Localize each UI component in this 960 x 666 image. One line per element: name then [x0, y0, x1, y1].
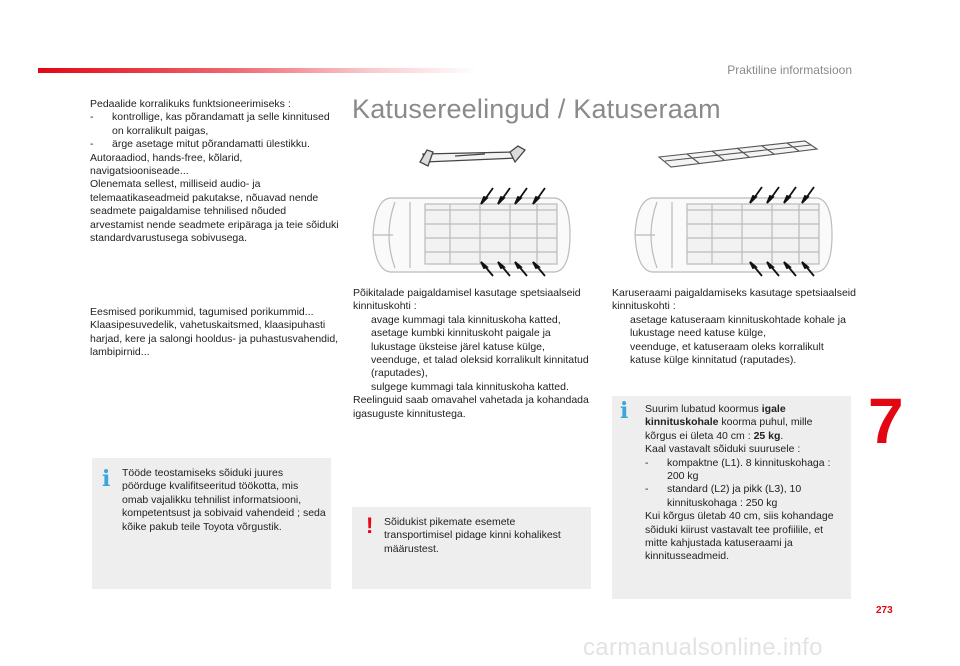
page-title: Katusereelingud / Katuseraam	[352, 94, 721, 124]
load-line-1: Suurim lubatud koormus igale	[645, 403, 786, 415]
list-item: veenduge, et talad oleksid korralikult kinnitatud (raputades),	[353, 354, 598, 381]
bullet-icon	[353, 381, 371, 394]
dash-icon: -	[645, 483, 649, 496]
bullet-icon	[353, 354, 371, 381]
header-accent-bar	[38, 68, 478, 73]
info-box-right	[612, 396, 851, 599]
dash-icon: -	[90, 111, 94, 124]
warning-text: Sõidukist pikemate esemete transportimisel pidage kinni kohalikest määrustest.	[384, 516, 561, 555]
list-item: - kontrollige, kas põrandamatt ja selle kinnitused on korralikult paigas,	[90, 111, 330, 137]
page-number: 273	[876, 605, 893, 616]
crossbar-illustration	[420, 146, 525, 166]
bullet-icon	[612, 314, 630, 341]
roof-bars-diagram	[365, 140, 580, 280]
info-box-text: Tööde teostamiseks sõiduki juures pöörduge kvalifitseeritud töökotta, mis omab vajalikku tehnilist informatsiooni, kompetentsust ja sobivaid vahendeid ; seda kõike pakub teile Toyota võrgustik.	[122, 467, 326, 533]
bullet-icon	[353, 327, 371, 354]
left-column-text-2	[90, 306, 340, 360]
roof-rack-intro: Karuseraami paigaldamiseks kasutage spetsiaalseid kinnituskohti :	[612, 287, 856, 313]
warning-box	[352, 507, 591, 589]
list-item: veenduge, et katuseraam oleks korralikult katuse külge kinnitatud (raputades).	[612, 341, 857, 368]
list-item: sulgege kummagi tala kinnituskoha katted.	[353, 381, 598, 394]
left-column-text	[90, 98, 340, 245]
roof-bars-intro: Põikitalade paigaldamisel kasutage spetsiaalseid kinnituskohti :	[353, 287, 581, 313]
load-line-2: kinnituskohale koorma puhul, mille	[645, 416, 813, 429]
list-item: asetage katuseraam kinnituskohtade kohale ja lukustage need katuse külge,	[612, 314, 857, 341]
list-item: - ärge asetage mitut põrandamatti ülestikku.	[90, 138, 310, 151]
consumables-paragraph: Klaasipesuvedelik, vahetuskaitsmed, klaasipuhasti harjad, kere ja salongi hooldus- ja puhastusvahendid, lambipirnid...	[90, 319, 339, 359]
roof-bars-instructions	[353, 287, 598, 421]
load-line-3: kõrgus ei ületa 40 cm : 25 kg.	[645, 429, 784, 442]
load-info-text	[645, 403, 847, 564]
list-item: - kompaktne (L1). 8 kinnituskohaga : 200 kg	[645, 456, 831, 483]
list-item: - standard (L2) ja pikk (L3), 10 kinnituskohaga : 250 kg	[645, 483, 802, 509]
load-outro: Kui kõrgus ületab 40 cm, siis kohandage sõiduki kiirust vastavalt tee profiilile, et mitte kahjustada katuseraami ja kinnitusseadmeid.	[645, 510, 834, 563]
roof-rack-diagram	[627, 135, 842, 280]
bullet-icon	[353, 314, 371, 327]
audio-paragraph: Olenemata sellest, milliseid audio- ja telemaatikaseadmeid pakutakse, nõuavad nende seadmete paigaldamise tehnilised nõuded arvestamist nende seadmete eripäraga ja teie sõiduki standardvarustusega sobivusega.	[90, 178, 339, 245]
van-top-view	[373, 198, 570, 272]
mudflaps-heading: Eesmised porikummid, tagumised porikummid...	[90, 306, 314, 318]
roof-rack-illustration	[659, 141, 817, 167]
chapter-number: 7	[868, 385, 904, 457]
watermark: carmanualsonline.info	[583, 634, 823, 661]
pedal-intro: Pedaalide korralikuks funktsioneerimiseks :	[90, 98, 291, 110]
info-icon: i	[102, 466, 111, 492]
roof-rack-instructions	[612, 287, 857, 367]
bullet-icon	[612, 341, 630, 368]
load-line-4: Kaal vastavalt sõiduki suurusele :	[645, 443, 801, 456]
info-box-left	[92, 458, 331, 589]
van-top-view	[635, 198, 832, 272]
warning-icon: !	[366, 513, 374, 538]
info-icon: i	[620, 398, 629, 424]
dash-icon: -	[645, 456, 649, 469]
roof-bars-outro: Reelinguid saab omavahel vahetada ja kohandada igasuguste kinnitustega.	[353, 394, 589, 420]
dash-icon: -	[90, 138, 94, 151]
audio-heading: Autoraadiod, hands-free, kõlarid, navigatsiooniseade...	[90, 151, 243, 178]
section-title: Praktiline informatsioon	[727, 63, 852, 77]
list-item: avage kummagi tala kinnituskoha katted,	[353, 314, 598, 327]
list-item: asetage kumbki kinnituskoht paigale ja lukustage üksteise järel katuse külge,	[353, 327, 598, 354]
